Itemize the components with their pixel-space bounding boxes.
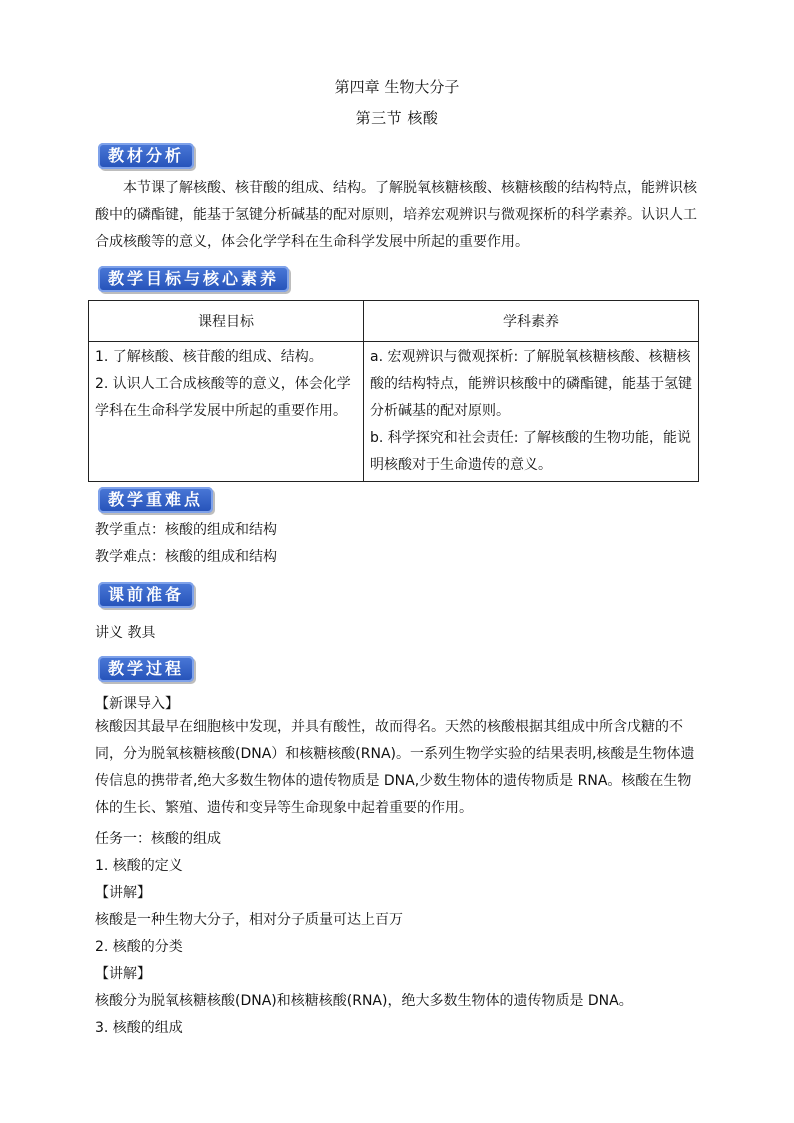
explain-label-2: 【讲解】 [95, 966, 151, 982]
badge-key-points: 教学重难点 [98, 487, 213, 513]
key-point-text: 教学重点：核酸的组成和结构 [95, 522, 277, 538]
difficulty-text: 教学难点：核酸的组成和结构 [95, 549, 277, 565]
textbook-analysis-text: 本节课了解核酸、核苷酸的组成、结构。了解脱氧核糖核酸、核糖核酸的结构特点，能辨识核酸中的磷酯键，能基于氢键分析碱基的配对原则，培养宏观辨识与微观探析的科学素养。认识人工合成核酸等的意义，体会化学学科在生命科学发展中所起的重要作用。 [95, 180, 697, 250]
header-course-goals: 课程目标 [89, 301, 364, 342]
header-literacy: 学科素养 [364, 301, 699, 342]
course-goal-2: 2. 认识人工合成核酸等的意义，体会化学学科在生命科学发展中所起的重要作用。 [95, 376, 351, 419]
intro-label: 【新课导入】 [95, 696, 179, 712]
item-composition: 3. 核酸的组成 [95, 1020, 183, 1036]
item-definition: 1. 核酸的定义 [95, 858, 183, 874]
literacy-b: b. 科学探究和社会责任: 了解核酸的生物功能，能说明核酸对于生命遗传的意义。 [370, 430, 691, 473]
badge-preparation: 课前准备 [98, 582, 194, 608]
preparation-text: 讲义 教具 [95, 625, 156, 641]
item-classification: 2. 核酸的分类 [95, 939, 183, 955]
intro-text: 核酸因其最早在细胞核中发现，并具有酸性，故而得名。天然的核酸根据其组成中所含戊糖的不同，分为脱氧核糖核酸(DNA）和核糖核酸(RNA)。一系列生物学实验的结果表明,核酸是生物体遗传信息的携带者,绝大多数生物体的遗传物质是 DNA,少数生物体的遗传物质是 RNA。核酸在生物体的生长、繁殖、遗传和变异等生命现象中起着重要的作用。 [95, 719, 695, 816]
explain-text-2: 核酸分为脱氧核糖核酸(DNA)和核糖核酸(RNA)，绝大多数生物体的遗传物质是 DNA。 [95, 993, 633, 1009]
badge-textbook-analysis: 教材分析 [98, 143, 194, 169]
chapter-title: 第四章 生物大分子 [334, 78, 460, 96]
badge-objectives: 教学目标与核心素养 [98, 266, 289, 292]
course-goal-1: 1. 了解核酸、核苷酸的组成、结构。 [95, 349, 323, 365]
explain-label-1: 【讲解】 [95, 885, 151, 901]
explain-text-1: 核酸是一种生物大分子，相对分子质量可达上百万 [95, 912, 403, 928]
task-one-title: 任务一：核酸的组成 [95, 831, 221, 847]
section-title: 第三节 核酸 [355, 109, 439, 127]
course-goals-cell [89, 342, 364, 482]
badge-process: 教学过程 [98, 656, 194, 682]
objectives-table [88, 300, 699, 482]
literacy-cell [364, 342, 699, 482]
literacy-a: a. 宏观辨识与微观探析: 了解脱氧核糖核酸、核糖核酸的结构特点，能辨识核酸中的磷酯键，能基于氢键分析碱基的配对原则。 [370, 349, 692, 419]
